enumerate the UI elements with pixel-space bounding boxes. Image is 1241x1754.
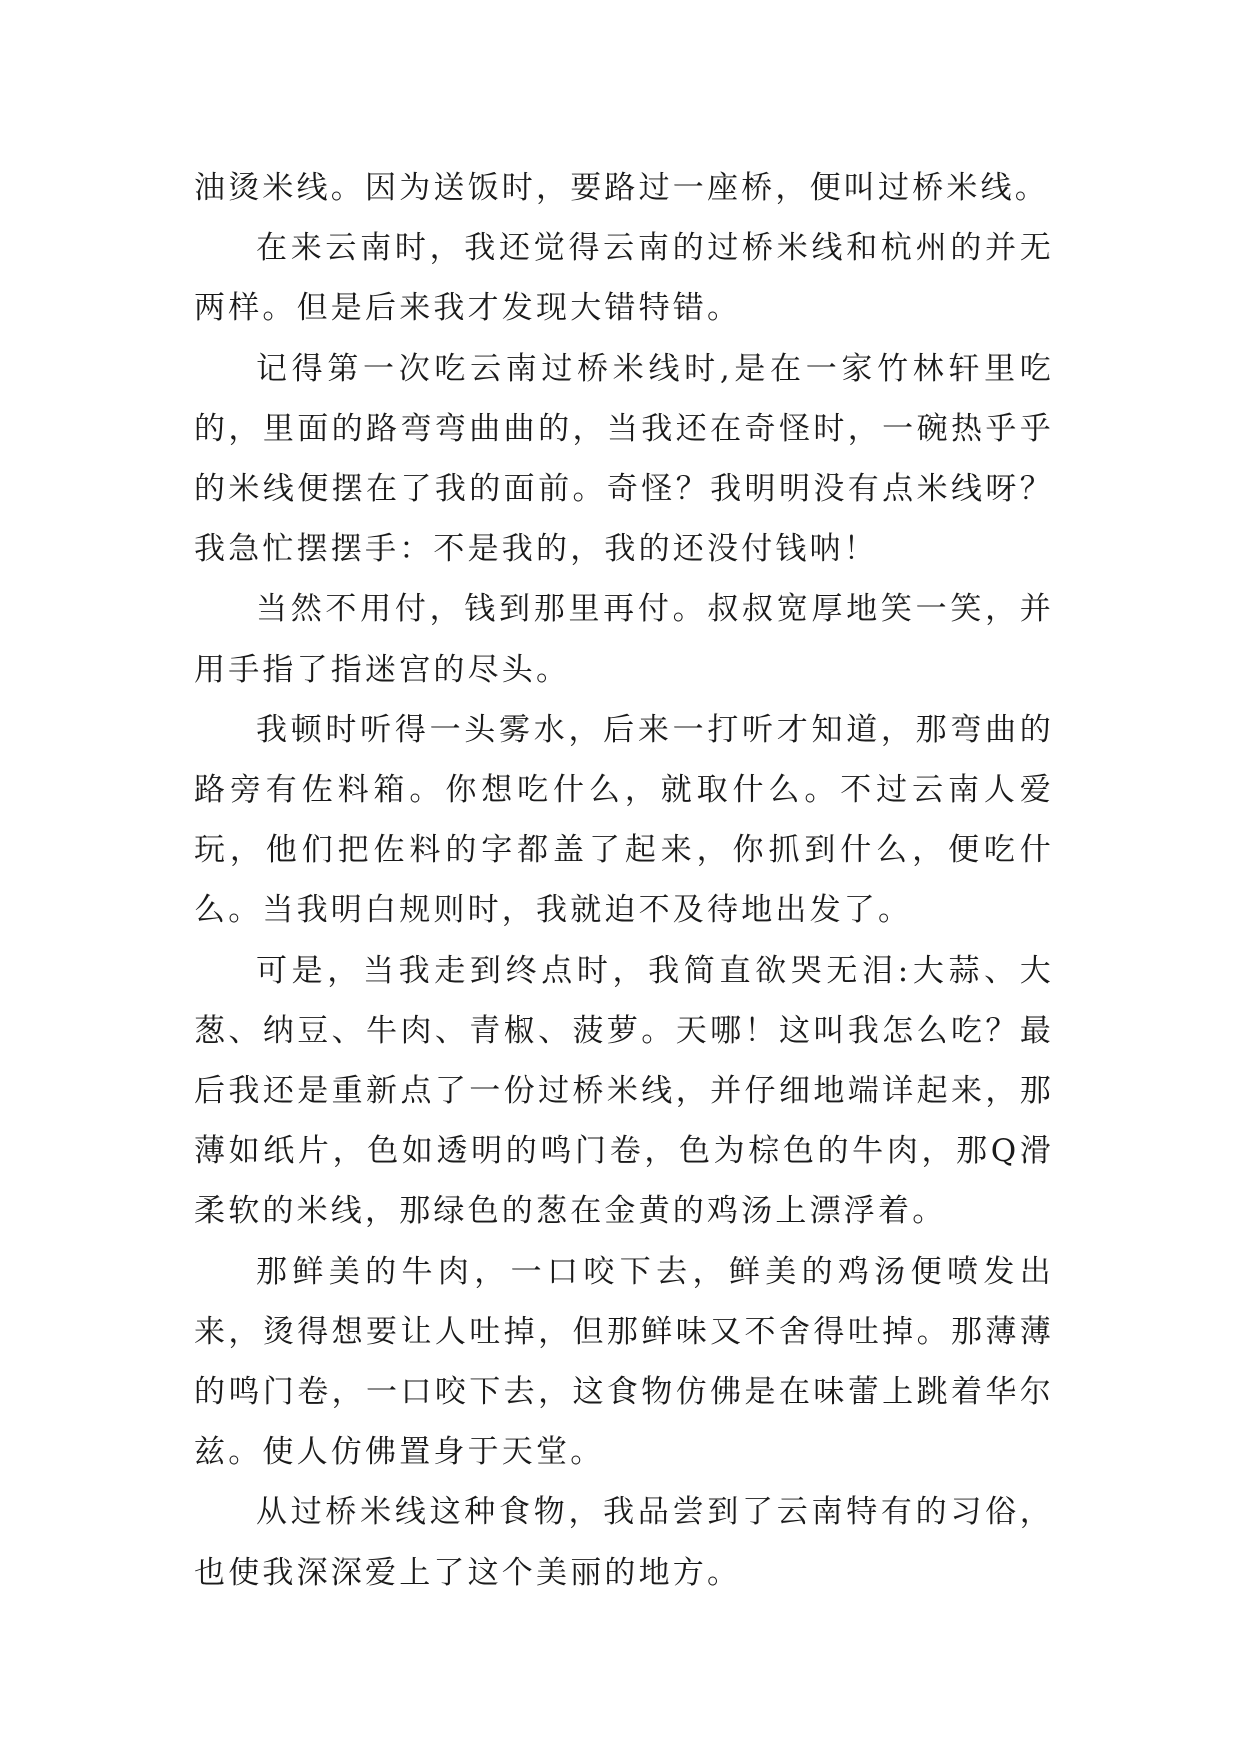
paragraph-1: 油烫米线。因为送饭时，要路过一座桥，便叫过桥米线。	[194, 170, 1049, 206]
paragraph-4: 当然不用付，钱到那里再付。叔叔宽厚地笑一笑，并用手指了指迷宫的尽头。	[194, 591, 1054, 688]
paragraph-8: 从过桥米线这种食物，我品尝到了云南特有的习俗，也使我深深爱上了这个美丽的地方。	[194, 1494, 1054, 1591]
paragraph-2: 在来云南时，我还觉得云南的过桥米线和杭州的并无两样。但是后来我才发现大错特错。	[194, 230, 1054, 327]
paragraph-3: 记得第一次吃云南过桥米线时,是在一家竹林轩里吃的，里面的路弯弯曲曲的，当我还在奇怪时，一碗热乎乎的米线便摆在了我的面前。奇怪？我明明没有点米线呀？我急忙摆摆手：不是我的，我的还没付钱呐！	[194, 350, 1054, 568]
paragraph-5: 我顿时听得一头雾水，后来一打听才知道，那弯曲的路旁有佐料箱。你想吃什么，就取什么。不过云南人爱玩，他们把佐料的字都盖了起来，你抓到什么，便吃什么。当我明白规则时，我就迫不及待地出发了。	[194, 711, 1054, 929]
paragraph-7: 那鲜美的牛肉，一口咬下去，鲜美的鸡汤便喷发出来，烫得想要让人吐掉，但那鲜味又不舍得吐掉。那薄薄的鸣门卷，一口咬下去，这食物仿佛是在味蕾上跳着华尔兹。使人仿佛置身于天堂。	[194, 1253, 1054, 1471]
document-body	[194, 158, 1054, 1603]
paragraph-6: 可是，当我走到终点时，我简直欲哭无泪:大蒜、大葱、纳豆、牛肉、青椒、菠萝。天哪！这叫我怎么吃？最后我还是重新点了一份过桥米线，并仔细地端详起来，那薄如纸片，色如透明的鸣门卷，色为棕色的牛肉，那Q滑柔软的米线，那绿色的葱在金黄的鸡汤上漂浮着。	[194, 952, 1054, 1230]
